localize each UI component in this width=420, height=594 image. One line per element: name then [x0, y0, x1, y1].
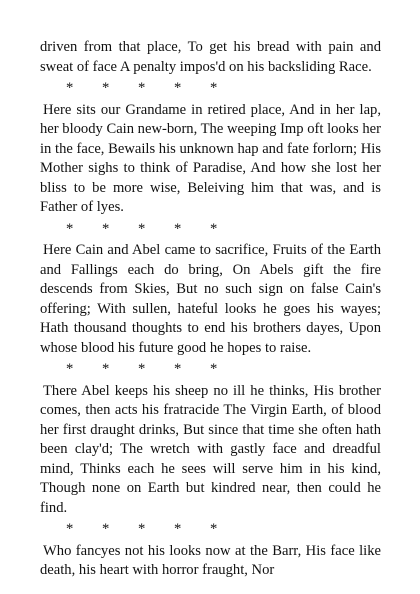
separator-asterisk: *: [102, 220, 110, 237]
separator-asterisk: *: [210, 521, 218, 537]
separator-asterisk: *: [138, 521, 146, 537]
paragraph: Here Cain and Abel came to sacrifice, Fruits of the Earth and Fallings each do bring, On Abels gift the fire descends from Skies, But no such sign on false Cain's offering; With sullen, hateful looks he goes his wayes; Hath thousand thoughts to end his brothers dayes, Upon whose blood his future good he hopes to raise.: [40, 242, 381, 356]
separator-asterisk: *: [210, 361, 218, 377]
separator-asterisk: *: [66, 80, 74, 96]
separator-asterisk: *: [66, 220, 74, 237]
separator-asterisk: *: [174, 521, 182, 537]
separator-asterisk: *: [210, 220, 218, 237]
paragraph: Who fancyes not his looks now at the Barr, His face like death, his heart with horror fraught, Nor: [40, 542, 381, 578]
separator-asterisk: *: [174, 220, 182, 237]
section-separator: [66, 79, 381, 99]
separator-asterisk: *: [210, 80, 218, 96]
separator-asterisk: *: [102, 521, 110, 537]
separator-asterisk: *: [174, 80, 182, 96]
separator-asterisk: *: [66, 521, 74, 537]
separator-asterisk: *: [102, 361, 110, 377]
separator-asterisk: *: [138, 80, 146, 96]
separator-asterisk: *: [138, 361, 146, 377]
separator-asterisk: *: [138, 220, 146, 237]
separator-asterisk: *: [102, 80, 110, 96]
paragraph: There Abel keeps his sheep no ill he thinks, His brother comes, then acts his fratracide The Virgin Earth, of blood her first draught drinks, But since that time she often hath been clay'd; The wretch with gastly face and dreadful mind, Thinks each he sees will serve him in his kind, Though none on Earth but kindred near, then could he find.: [40, 382, 381, 516]
paragraph: Here sits our Grandame in retired place, And in her lap, her bloody Cain new-born, The weeping Imp oft looks her in the face, Bewails his unknown hap and fate forlorn; His Mother sighs to think of Paradise, And how she lost her bliss to be more wise, Beleiving him that was, and is Father of lyes.: [40, 101, 381, 215]
separator-asterisk: *: [66, 361, 74, 377]
separator-asterisk: *: [174, 361, 182, 377]
section-separator: [66, 220, 381, 240]
paragraph: driven from that place, To get his bread with pain and sweat of face A penalty impos'd on his backsliding Race.: [40, 39, 381, 75]
document-page: [40, 38, 381, 581]
section-separator: [66, 360, 381, 380]
section-separator: [66, 520, 381, 540]
